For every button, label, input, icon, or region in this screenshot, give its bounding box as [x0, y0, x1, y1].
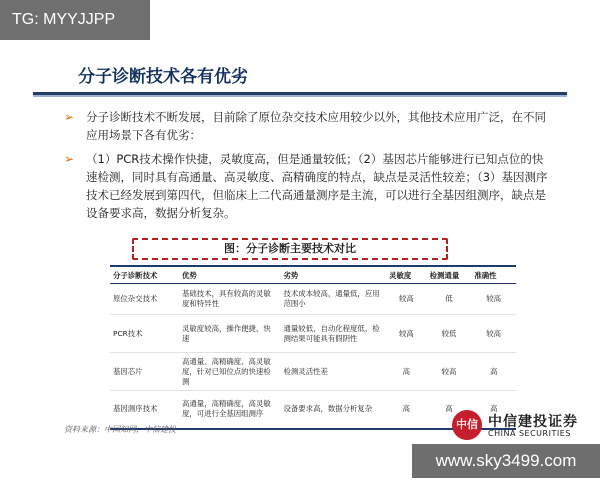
table-header-row: [110, 266, 516, 284]
logo-mark-text: 中信: [456, 418, 478, 431]
figure-title: 图：分子诊断主要技术对比: [132, 238, 448, 260]
bullet-item: [64, 150, 554, 222]
logo-mark-icon: [452, 410, 482, 440]
table-cell: 较高: [471, 315, 516, 353]
table-cell: 灵敏度较高，操作便捷、快速: [179, 315, 281, 353]
table-cell: 高: [471, 353, 516, 391]
table-header: 检测通量: [427, 266, 472, 284]
arrow-bullet-icon: ➢: [64, 152, 75, 166]
comparison-table: [110, 265, 516, 430]
table-cell: 较高: [471, 284, 516, 315]
table-header: 分子诊断技术: [110, 266, 179, 284]
tg-badge: TG: MYYJJPP: [0, 0, 150, 40]
table-cell: 高: [427, 391, 472, 429]
table-header: 准确性: [471, 266, 516, 284]
table-cell: 设备要求高，数据分析复杂: [281, 391, 387, 429]
table-cell: 高: [386, 391, 427, 429]
bullet-text: （1）PCR技术操作快捷，灵敏度高，但是通量较低；（2）基因芯片能够进行已知点位的快速检测，同时具有高通量、高灵敏度、高精确度的特点，缺点是灵活性较差；（3）基因测序技术已经发展到第四代，但临床上二代高通量测序是主流，可以进行全基因组测序，缺点是设备要求高，数据分析复杂。: [86, 152, 548, 220]
table-cell: 较低: [427, 315, 472, 353]
table-cell: 原位杂交技术: [110, 284, 179, 315]
table-header: 优势: [179, 266, 281, 284]
table-cell: PCR技术: [110, 315, 179, 353]
arrow-bullet-icon: ➢: [64, 110, 75, 124]
table-cell: 高: [471, 391, 516, 429]
table-cell: 高: [386, 353, 427, 391]
table-cell: 较高: [386, 284, 427, 315]
table-cell: 较高: [386, 315, 427, 353]
logo-cn-text: 中信建投证券: [488, 414, 578, 430]
table-header: 灵敏度: [386, 266, 427, 284]
table-cell: 检测灵活性差: [281, 353, 387, 391]
table-cell: 较高: [427, 353, 472, 391]
page-title: 分子诊断技术各有优劣: [78, 67, 248, 87]
table-row: [110, 353, 516, 391]
logo-en-text: CHINA SECURITIES: [488, 429, 571, 438]
table-cell: 基础技术，具有较高的灵敏度和特异性: [179, 284, 281, 315]
table-cell: 通量较低，自动化程度低，检测结果可能具有假阴性: [281, 315, 387, 353]
table-row: [110, 315, 516, 353]
bullet-item: [64, 108, 554, 144]
source-note: 资料来源：中国知网，中信建投: [64, 425, 176, 434]
watermark-url: www.sky3499.com: [412, 444, 600, 478]
table-cell: 高通量、高精确度、高灵敏度，针对已知位点的快速检测: [179, 353, 281, 391]
table-cell: 基因芯片: [110, 353, 179, 391]
table-cell: 高通量，高精确度，高灵敏度，可进行全基因组测序: [179, 391, 281, 429]
table-cell: 技术成本较高，通量低，应用范围小: [281, 284, 387, 315]
title-divider-shadow: [33, 95, 567, 97]
bullet-list: [64, 108, 554, 228]
table-row: [110, 284, 516, 315]
bullet-text: 分子诊断技术不断发展，目前除了原位杂交技术应用较少以外，其他技术应用广泛，在不同应用场景下各有优劣：: [86, 110, 546, 142]
table-cell: 基因测序技术: [110, 391, 179, 429]
china-securities-logo: [452, 410, 592, 444]
table-cell: 低: [427, 284, 472, 315]
table-header: 劣势: [281, 266, 387, 284]
